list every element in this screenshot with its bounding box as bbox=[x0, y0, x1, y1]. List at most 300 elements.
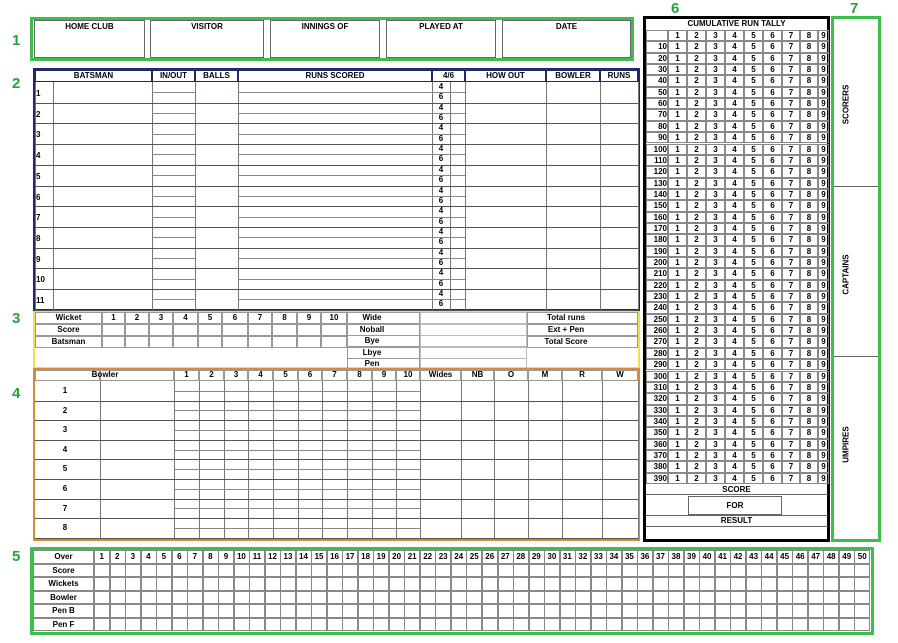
overs-cell-4-32[interactable] bbox=[591, 604, 607, 618]
overs-cell-1-47[interactable] bbox=[823, 564, 839, 578]
overs-cell-4-7[interactable] bbox=[203, 604, 219, 618]
overs-cell-4-14[interactable] bbox=[311, 604, 327, 618]
overs-cell-1-43[interactable] bbox=[761, 564, 777, 578]
overs-cell-4-25[interactable] bbox=[482, 604, 498, 618]
overs-cell-3-42[interactable] bbox=[746, 591, 762, 605]
extra-value-cell-1[interactable] bbox=[420, 324, 527, 336]
overs-cell-2-14[interactable] bbox=[311, 577, 327, 591]
wicket-cell-1-10[interactable] bbox=[321, 324, 347, 336]
overs-cell-3-27[interactable] bbox=[513, 591, 529, 605]
overs-cell-1-20[interactable] bbox=[404, 564, 420, 578]
overs-cell-4-3[interactable] bbox=[141, 604, 157, 618]
overs-cell-3-12[interactable] bbox=[280, 591, 296, 605]
overs-cell-1-32[interactable] bbox=[591, 564, 607, 578]
overs-cell-4-30[interactable] bbox=[560, 604, 576, 618]
overs-cell-5-31[interactable] bbox=[575, 618, 591, 632]
wicket-cell-2-6[interactable] bbox=[222, 336, 248, 348]
wicket-cell-1-4[interactable] bbox=[173, 324, 198, 336]
overs-cell-1-12[interactable] bbox=[280, 564, 296, 578]
overs-cell-3-35[interactable] bbox=[637, 591, 653, 605]
overs-cell-3-29[interactable] bbox=[544, 591, 560, 605]
over-number-19: 19 bbox=[376, 553, 386, 561]
six-label-10: 6 bbox=[438, 300, 444, 309]
overs-cell-1-11[interactable] bbox=[265, 564, 281, 578]
overs-cell-3-15[interactable] bbox=[327, 591, 343, 605]
overs-cell-2-6[interactable] bbox=[187, 577, 203, 591]
overs-cell-3-4[interactable] bbox=[156, 591, 172, 605]
overs-cell-4-1[interactable] bbox=[110, 604, 126, 618]
overs-cell-5-34[interactable] bbox=[622, 618, 638, 632]
overs-cell-5-7[interactable] bbox=[203, 618, 219, 632]
overs-cell-3-10[interactable] bbox=[249, 591, 265, 605]
overs-cell-2-20[interactable] bbox=[404, 577, 420, 591]
overs-cell-5-43[interactable] bbox=[761, 618, 777, 632]
tally-digit-100-4: 4 bbox=[732, 145, 737, 154]
wicket-cell-2-8[interactable] bbox=[272, 336, 297, 348]
overs-cell-2-21[interactable] bbox=[420, 577, 436, 591]
overs-cell-1-16[interactable] bbox=[342, 564, 358, 578]
overs-cell-4-43[interactable] bbox=[761, 604, 777, 618]
overs-cell-5-13[interactable] bbox=[296, 618, 312, 632]
overs-cell-4-6[interactable] bbox=[187, 604, 203, 618]
overs-cell-3-3[interactable] bbox=[141, 591, 157, 605]
overs-cell-4-17[interactable] bbox=[358, 604, 374, 618]
overs-cell-2-17[interactable] bbox=[358, 577, 374, 591]
overs-cell-5-35[interactable] bbox=[637, 618, 653, 632]
overs-cell-5-18[interactable] bbox=[373, 618, 389, 632]
overs-cell-3-45[interactable] bbox=[792, 591, 808, 605]
overs-cell-3-20[interactable] bbox=[404, 591, 420, 605]
overs-cell-1-25[interactable] bbox=[482, 564, 498, 578]
overs-cell-5-5[interactable] bbox=[172, 618, 188, 632]
tally-digit-260-3: 3 bbox=[713, 327, 718, 336]
overs-cell-3-19[interactable] bbox=[389, 591, 405, 605]
overs-cell-2-35[interactable] bbox=[637, 577, 653, 591]
tally-digit-60-2: 2 bbox=[694, 100, 699, 109]
overs-cell-3-5[interactable] bbox=[172, 591, 188, 605]
overs-cell-3-48[interactable] bbox=[839, 591, 855, 605]
overs-cell-3-0[interactable] bbox=[94, 591, 110, 605]
overs-cell-5-47[interactable] bbox=[823, 618, 839, 632]
overs-cell-4-35[interactable] bbox=[637, 604, 653, 618]
overs-cell-2-46[interactable] bbox=[808, 577, 824, 591]
overs-cell-4-41[interactable] bbox=[730, 604, 746, 618]
overs-cell-2-39[interactable] bbox=[699, 577, 715, 591]
overs-cell-1-3[interactable] bbox=[141, 564, 157, 578]
overs-cell-1-22[interactable] bbox=[435, 564, 451, 578]
overs-cell-1-23[interactable] bbox=[451, 564, 467, 578]
overs-cell-3-34[interactable] bbox=[622, 591, 638, 605]
overs-cell-3-2[interactable] bbox=[125, 591, 141, 605]
wicket-cell-2-2[interactable] bbox=[125, 336, 149, 348]
overs-cell-4-44[interactable] bbox=[777, 604, 793, 618]
overs-cell-1-30[interactable] bbox=[560, 564, 576, 578]
overs-cell-1-18[interactable] bbox=[373, 564, 389, 578]
wicket-cell-2-3[interactable] bbox=[149, 336, 173, 348]
tally-digit-80-9: 9 bbox=[821, 122, 826, 131]
overs-cell-4-4[interactable] bbox=[156, 604, 172, 618]
overs-cell-1-5[interactable] bbox=[172, 564, 188, 578]
tally-digit-320-6: 6 bbox=[770, 395, 775, 404]
overs-cell-2-10[interactable] bbox=[249, 577, 265, 591]
overs-cell-3-7[interactable] bbox=[203, 591, 219, 605]
overs-cell-2-18[interactable] bbox=[373, 577, 389, 591]
overs-cell-5-48[interactable] bbox=[839, 618, 855, 632]
wicket-cell-1-3[interactable] bbox=[149, 324, 173, 336]
overs-cell-3-32[interactable] bbox=[591, 591, 607, 605]
overs-cell-3-30[interactable] bbox=[560, 591, 576, 605]
overs-cell-5-21[interactable] bbox=[420, 618, 436, 632]
overs-cell-2-47[interactable] bbox=[823, 577, 839, 591]
overs-cell-4-28[interactable] bbox=[529, 604, 545, 618]
overs-cell-1-19[interactable] bbox=[389, 564, 405, 578]
overs-cell-3-18[interactable] bbox=[373, 591, 389, 605]
overs-cell-3-43[interactable] bbox=[761, 591, 777, 605]
overs-cell-2-15[interactable] bbox=[327, 577, 343, 591]
overs-cell-5-36[interactable] bbox=[653, 618, 669, 632]
overs-cell-2-30[interactable] bbox=[560, 577, 576, 591]
overs-cell-2-19[interactable] bbox=[389, 577, 405, 591]
overs-cell-5-2[interactable] bbox=[125, 618, 141, 632]
overs-cell-4-26[interactable] bbox=[498, 604, 514, 618]
tally-digit-270-5: 5 bbox=[751, 338, 756, 347]
overs-cell-2-24[interactable] bbox=[466, 577, 482, 591]
overs-cell-1-6[interactable] bbox=[187, 564, 203, 578]
overs-cell-2-28[interactable] bbox=[529, 577, 545, 591]
overs-cell-1-31[interactable] bbox=[575, 564, 591, 578]
overs-cell-2-41[interactable] bbox=[730, 577, 746, 591]
overs-cell-3-38[interactable] bbox=[684, 591, 700, 605]
overs-cell-3-17[interactable] bbox=[358, 591, 374, 605]
overs-cell-3-22[interactable] bbox=[435, 591, 451, 605]
overs-cell-3-46[interactable] bbox=[808, 591, 824, 605]
overs-cell-5-32[interactable] bbox=[591, 618, 607, 632]
overs-cell-3-33[interactable] bbox=[606, 591, 622, 605]
overs-cell-3-6[interactable] bbox=[187, 591, 203, 605]
overs-cell-2-36[interactable] bbox=[653, 577, 669, 591]
overs-cell-4-5[interactable] bbox=[172, 604, 188, 618]
bowling-over-6: 6 bbox=[307, 371, 313, 379]
wicket-cell-1-2[interactable] bbox=[125, 324, 149, 336]
wicket-cell-2-5[interactable] bbox=[198, 336, 222, 348]
overs-cell-2-3[interactable] bbox=[141, 577, 157, 591]
overs-cell-5-46[interactable] bbox=[808, 618, 824, 632]
overs-cell-5-10[interactable] bbox=[249, 618, 265, 632]
overs-cell-2-37[interactable] bbox=[668, 577, 684, 591]
overs-cell-5-20[interactable] bbox=[404, 618, 420, 632]
overs-cell-1-34[interactable] bbox=[622, 564, 638, 578]
overs-cell-2-31[interactable] bbox=[575, 577, 591, 591]
overs-cell-4-18[interactable] bbox=[373, 604, 389, 618]
overs-cell-3-8[interactable] bbox=[218, 591, 234, 605]
overs-cell-4-31[interactable] bbox=[575, 604, 591, 618]
overs-cell-5-33[interactable] bbox=[606, 618, 622, 632]
overs-cell-5-27[interactable] bbox=[513, 618, 529, 632]
overs-cell-5-26[interactable] bbox=[498, 618, 514, 632]
overs-cell-5-28[interactable] bbox=[529, 618, 545, 632]
overs-cell-2-0[interactable] bbox=[94, 577, 110, 591]
overs-cell-5-44[interactable] bbox=[777, 618, 793, 632]
overs-cell-4-36[interactable] bbox=[653, 604, 669, 618]
overs-cell-1-14[interactable] bbox=[311, 564, 327, 578]
overs-cell-1-48[interactable] bbox=[839, 564, 855, 578]
overs-cell-4-23[interactable] bbox=[451, 604, 467, 618]
overs-cell-3-26[interactable] bbox=[498, 591, 514, 605]
overs-cell-5-17[interactable] bbox=[358, 618, 374, 632]
overs-cell-1-44[interactable] bbox=[777, 564, 793, 578]
overs-cell-3-13[interactable] bbox=[296, 591, 312, 605]
overs-cell-3-47[interactable] bbox=[823, 591, 839, 605]
overs-cell-3-31[interactable] bbox=[575, 591, 591, 605]
overs-cell-1-46[interactable] bbox=[808, 564, 824, 578]
overs-cell-1-26[interactable] bbox=[498, 564, 514, 578]
overs-cell-1-38[interactable] bbox=[684, 564, 700, 578]
overs-cell-1-28[interactable] bbox=[529, 564, 545, 578]
overs-cell-4-10[interactable] bbox=[249, 604, 265, 618]
tally-digit-20-9: 9 bbox=[821, 54, 826, 63]
overs-cell-3-24[interactable] bbox=[466, 591, 482, 605]
overs-cell-4-33[interactable] bbox=[606, 604, 622, 618]
overs-cell-2-43[interactable] bbox=[761, 577, 777, 591]
tally-digit-120-9: 9 bbox=[821, 168, 826, 177]
overs-cell-5-25[interactable] bbox=[482, 618, 498, 632]
overs-cell-5-49[interactable] bbox=[854, 618, 870, 632]
overs-cell-1-37[interactable] bbox=[668, 564, 684, 578]
overs-cell-2-1[interactable] bbox=[110, 577, 126, 591]
overs-cell-3-49[interactable] bbox=[854, 591, 870, 605]
overs-cell-3-28[interactable] bbox=[529, 591, 545, 605]
overs-cell-1-45[interactable] bbox=[792, 564, 808, 578]
overs-cell-1-35[interactable] bbox=[637, 564, 653, 578]
wicket-cell-1-8[interactable] bbox=[272, 324, 297, 336]
overs-cell-3-40[interactable] bbox=[715, 591, 731, 605]
overs-cell-5-40[interactable] bbox=[715, 618, 731, 632]
overs-cell-2-48[interactable] bbox=[839, 577, 855, 591]
overs-cell-4-19[interactable] bbox=[389, 604, 405, 618]
tally-tens-20: 20 bbox=[658, 54, 667, 63]
overs-cell-3-39[interactable] bbox=[699, 591, 715, 605]
overs-cell-5-45[interactable] bbox=[792, 618, 808, 632]
overs-cell-1-21[interactable] bbox=[420, 564, 436, 578]
overs-cell-4-47[interactable] bbox=[823, 604, 839, 618]
overs-cell-3-25[interactable] bbox=[482, 591, 498, 605]
overs-cell-5-29[interactable] bbox=[544, 618, 560, 632]
overs-cell-5-24[interactable] bbox=[466, 618, 482, 632]
overs-cell-4-39[interactable] bbox=[699, 604, 715, 618]
over-number-25: 25 bbox=[469, 553, 479, 561]
overs-cell-1-49[interactable] bbox=[854, 564, 870, 578]
overs-cell-2-4[interactable] bbox=[156, 577, 172, 591]
wicket-cell-1-7[interactable] bbox=[248, 324, 272, 336]
overs-cell-2-7[interactable] bbox=[203, 577, 219, 591]
overs-cell-2-38[interactable] bbox=[684, 577, 700, 591]
overs-cell-4-13[interactable] bbox=[296, 604, 312, 618]
overs-cell-1-9[interactable] bbox=[234, 564, 250, 578]
overs-cell-2-26[interactable] bbox=[498, 577, 514, 591]
overs-cell-4-49[interactable] bbox=[854, 604, 870, 618]
wicket-cell-2-9[interactable] bbox=[297, 336, 321, 348]
extra-value-cell-0[interactable] bbox=[420, 312, 527, 324]
overs-cell-2-12[interactable] bbox=[280, 577, 296, 591]
overs-cell-5-42[interactable] bbox=[746, 618, 762, 632]
wicket-cell-1-5[interactable] bbox=[198, 324, 222, 336]
overs-cell-3-14[interactable] bbox=[311, 591, 327, 605]
overs-cell-2-40[interactable] bbox=[715, 577, 731, 591]
overs-cell-5-37[interactable] bbox=[668, 618, 684, 632]
overs-cell-1-39[interactable] bbox=[699, 564, 715, 578]
overs-cell-3-36[interactable] bbox=[653, 591, 669, 605]
overs-cell-2-13[interactable] bbox=[296, 577, 312, 591]
overs-cell-5-38[interactable] bbox=[684, 618, 700, 632]
batting-vline-9 bbox=[600, 82, 601, 310]
four-label-7: 4 bbox=[438, 227, 444, 236]
overs-cell-5-30[interactable] bbox=[560, 618, 576, 632]
wicket-cell-2-4[interactable] bbox=[173, 336, 198, 348]
tally-digit-120-8: 8 bbox=[806, 168, 812, 177]
overs-cell-3-44[interactable] bbox=[777, 591, 793, 605]
overs-cell-4-34[interactable] bbox=[622, 604, 638, 618]
overs-cell-4-12[interactable] bbox=[280, 604, 296, 618]
overs-cell-1-7[interactable] bbox=[203, 564, 219, 578]
overs-cell-2-23[interactable] bbox=[451, 577, 467, 591]
overs-cell-2-32[interactable] bbox=[591, 577, 607, 591]
overs-cell-1-24[interactable] bbox=[466, 564, 482, 578]
over-number-11: 11 bbox=[252, 553, 262, 561]
overs-cell-5-0[interactable] bbox=[94, 618, 110, 632]
overs-cell-5-4[interactable] bbox=[156, 618, 172, 632]
overs-cell-3-1[interactable] bbox=[110, 591, 126, 605]
overs-cell-2-8[interactable] bbox=[218, 577, 234, 591]
overs-cell-3-21[interactable] bbox=[420, 591, 436, 605]
extra-value-cell-2[interactable] bbox=[420, 335, 527, 347]
overs-cell-2-44[interactable] bbox=[777, 577, 793, 591]
overs-cell-1-13[interactable] bbox=[296, 564, 312, 578]
overs-cell-3-16[interactable] bbox=[342, 591, 358, 605]
overs-cell-4-16[interactable] bbox=[342, 604, 358, 618]
overs-cell-3-9[interactable] bbox=[234, 591, 250, 605]
tally-digit-40-4: 4 bbox=[732, 77, 737, 86]
tally-digit-340-3: 3 bbox=[713, 417, 718, 426]
overs-cell-4-27[interactable] bbox=[513, 604, 529, 618]
overs-cell-4-20[interactable] bbox=[404, 604, 420, 618]
overs-cell-4-21[interactable] bbox=[420, 604, 436, 618]
overs-cell-4-29[interactable] bbox=[544, 604, 560, 618]
overs-cell-4-15[interactable] bbox=[327, 604, 343, 618]
wicket-cell-1-6[interactable] bbox=[222, 324, 248, 336]
wicket-cell-2-7[interactable] bbox=[248, 336, 272, 348]
overs-cell-1-29[interactable] bbox=[544, 564, 560, 578]
overs-cell-3-23[interactable] bbox=[451, 591, 467, 605]
tally-digit-90-2: 2 bbox=[694, 134, 699, 143]
overs-cell-5-11[interactable] bbox=[265, 618, 281, 632]
overs-cell-5-12[interactable] bbox=[280, 618, 296, 632]
overs-cell-1-41[interactable] bbox=[730, 564, 746, 578]
overs-cell-2-11[interactable] bbox=[265, 577, 281, 591]
overs-cell-1-27[interactable] bbox=[513, 564, 529, 578]
overs-cell-4-46[interactable] bbox=[808, 604, 824, 618]
overs-cell-1-17[interactable] bbox=[358, 564, 374, 578]
overs-cell-3-41[interactable] bbox=[730, 591, 746, 605]
overs-cell-2-33[interactable] bbox=[606, 577, 622, 591]
overs-cell-5-23[interactable] bbox=[451, 618, 467, 632]
overs-cell-4-22[interactable] bbox=[435, 604, 451, 618]
tally-digit-250-6: 6 bbox=[770, 315, 775, 324]
overs-cell-4-24[interactable] bbox=[466, 604, 482, 618]
overs-cell-1-40[interactable] bbox=[715, 564, 731, 578]
overs-cell-4-45[interactable] bbox=[792, 604, 808, 618]
wicket-cell-2-10[interactable] bbox=[321, 336, 347, 348]
wicket-cell-2-1[interactable] bbox=[102, 336, 125, 348]
overs-cell-5-22[interactable] bbox=[435, 618, 451, 632]
overs-cell-4-38[interactable] bbox=[684, 604, 700, 618]
overs-cell-5-39[interactable] bbox=[699, 618, 715, 632]
overs-cell-4-8[interactable] bbox=[218, 604, 234, 618]
overs-cell-2-9[interactable] bbox=[234, 577, 250, 591]
overs-cell-4-11[interactable] bbox=[265, 604, 281, 618]
overs-cell-2-27[interactable] bbox=[513, 577, 529, 591]
header-field-label-1: VISITOR bbox=[191, 23, 223, 31]
overs-cell-4-9[interactable] bbox=[234, 604, 250, 618]
overs-cell-5-14[interactable] bbox=[311, 618, 327, 632]
overs-cell-2-29[interactable] bbox=[544, 577, 560, 591]
overs-cell-1-2[interactable] bbox=[125, 564, 141, 578]
tally-digit-300-1: 1 bbox=[675, 372, 680, 381]
overs-cell-1-1[interactable] bbox=[110, 564, 126, 578]
extra-value-cell-3[interactable] bbox=[420, 347, 527, 359]
overs-cell-1-0[interactable] bbox=[94, 564, 110, 578]
overs-cell-1-36[interactable] bbox=[653, 564, 669, 578]
overs-cell-2-34[interactable] bbox=[622, 577, 638, 591]
overs-cell-5-41[interactable] bbox=[730, 618, 746, 632]
overs-cell-5-6[interactable] bbox=[187, 618, 203, 632]
tally-digit-230-3: 3 bbox=[713, 293, 718, 302]
overs-cell-5-19[interactable] bbox=[389, 618, 405, 632]
overs-cell-5-9[interactable] bbox=[234, 618, 250, 632]
overs-cell-4-40[interactable] bbox=[715, 604, 731, 618]
overs-cell-2-16[interactable] bbox=[342, 577, 358, 591]
overs-cell-1-8[interactable] bbox=[218, 564, 234, 578]
overs-cell-5-3[interactable] bbox=[141, 618, 157, 632]
wicket-cell-1-1[interactable] bbox=[102, 324, 125, 336]
overs-cell-1-4[interactable] bbox=[156, 564, 172, 578]
overs-cell-2-5[interactable] bbox=[172, 577, 188, 591]
overs-cell-2-45[interactable] bbox=[792, 577, 808, 591]
overs-cell-2-42[interactable] bbox=[746, 577, 762, 591]
overs-cell-1-42[interactable] bbox=[746, 564, 762, 578]
overs-cell-1-10[interactable] bbox=[249, 564, 265, 578]
overs-cell-2-22[interactable] bbox=[435, 577, 451, 591]
overs-cell-4-37[interactable] bbox=[668, 604, 684, 618]
overs-cell-5-16[interactable] bbox=[342, 618, 358, 632]
overs-cell-4-2[interactable] bbox=[125, 604, 141, 618]
overs-cell-4-48[interactable] bbox=[839, 604, 855, 618]
overs-cell-2-25[interactable] bbox=[482, 577, 498, 591]
wicket-cell-1-9[interactable] bbox=[297, 324, 321, 336]
overs-cell-3-11[interactable] bbox=[265, 591, 281, 605]
overs-cell-5-1[interactable] bbox=[110, 618, 126, 632]
tally-digit-110-3: 3 bbox=[713, 156, 718, 165]
overs-cell-4-0[interactable] bbox=[94, 604, 110, 618]
overs-cell-4-42[interactable] bbox=[746, 604, 762, 618]
overs-cell-1-33[interactable] bbox=[606, 564, 622, 578]
overs-cell-2-49[interactable] bbox=[854, 577, 870, 591]
tally-digit-180-7: 7 bbox=[788, 236, 794, 245]
overs-cell-1-15[interactable] bbox=[327, 564, 343, 578]
overs-cell-5-8[interactable] bbox=[218, 618, 234, 632]
overs-cell-3-37[interactable] bbox=[668, 591, 684, 605]
overs-cell-2-2[interactable] bbox=[125, 577, 141, 591]
overs-cell-5-15[interactable] bbox=[327, 618, 343, 632]
